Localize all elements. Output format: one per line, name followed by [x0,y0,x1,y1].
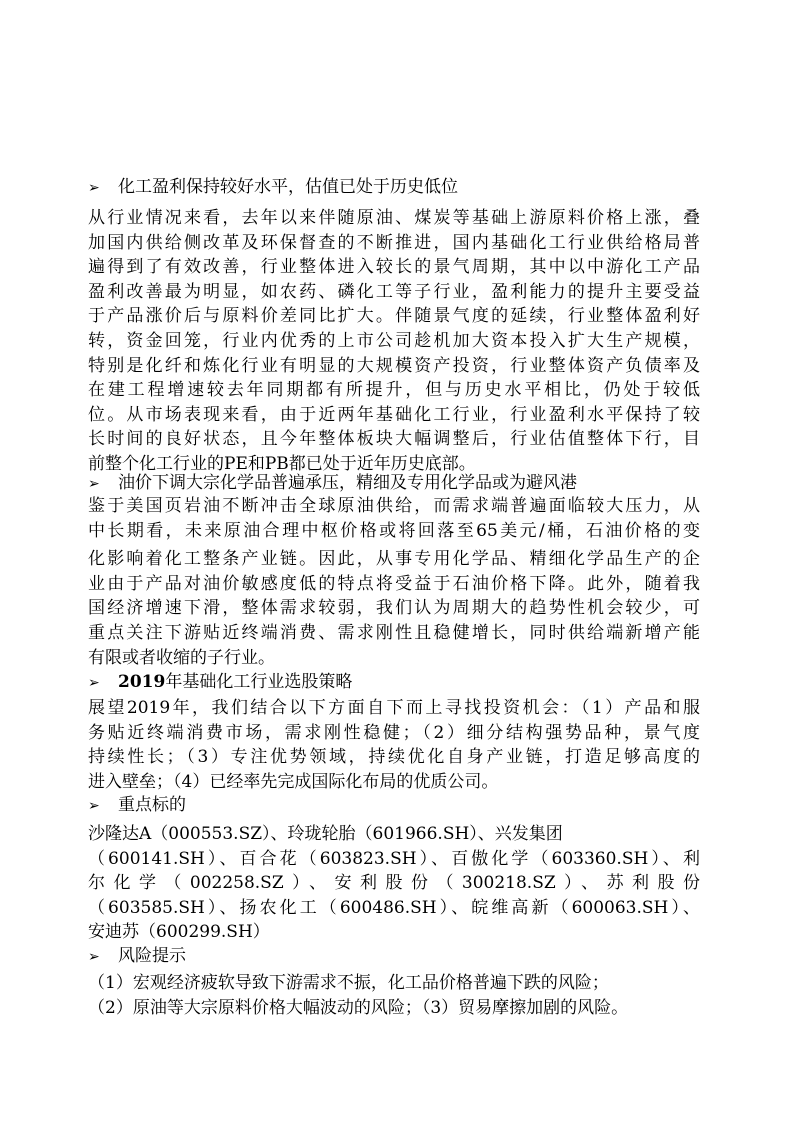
arrow-bullet-icon: ➢ [88,476,100,492]
paragraph-line: 转，资金回笼，行业内优秀的上市公司趁机加大资本投入扩大生产规模， [88,330,700,351]
paragraph-line: （600141.SH）、百合花（603823.SH）、百傲化学（603360.SH）、利 [88,848,700,869]
section-heading-risk [88,945,186,968]
paragraph-line: 在建工程增速较去年同期都有所提升，但与历史水平相比，仍处于较低 [88,380,700,401]
arrow-bullet-icon: ➢ [88,798,100,814]
paragraph-line: 重点关注下游贴近终端消费、需求刚性且稳健增长，同时供给端新增产能 [88,622,700,643]
paragraph-oil-price [88,494,700,670]
section-heading-oil-price [88,472,577,495]
paragraph-line: （1）宏观经济疲软导致下游需求不振，化工品价格普遍下跌的风险； [88,973,609,993]
paragraph-line: 沙隆达A（000553.SZ）、玲珑轮胎（601966.SH）、兴发集团 [88,824,563,844]
heading-text: 重点标的 [118,795,186,815]
paragraph-line: 从行业情况来看，去年以来伴随原油、煤炭等基础上游原料价格上涨，叠 [88,208,700,228]
paragraph-profitability [88,206,700,477]
paragraph-line: 加国内供给侧改革及环保督查的不断推进，国内基础化工行业供给格局普 [88,232,700,253]
paragraph-line: 化影响着化工整条产业链。因此，从事专用化学品、精细化学品生产的企 [88,549,700,570]
paragraph-line: 盈利改善最为明显，如农药、磷化工等子行业，盈利能力的提升主要受益 [88,281,700,302]
paragraph-line: 务贴近终端消费市场，需求刚性稳健；（2）细分结构强势品种，景气度 [88,722,700,743]
paragraph-strategy [88,696,700,794]
paragraph-line: （2）原油等大宗原料价格大幅波动的风险；（3）贸易摩擦加剧的风险。 [88,997,629,1018]
paragraph-line: 安迪苏（600299.SH） [88,922,270,943]
paragraph-line: 于产品涨价后与原料价差同比扩大。伴随景气度的延续，行业整体盈利好 [88,306,700,327]
paragraph-line: 进入壁垒；（4）已经率先完成国际化布局的优质公司。 [88,771,499,792]
paragraph-line: 中长期看，未来原油合理中枢价格或将回落至65美元/桶，石油价格的变 [88,520,700,541]
paragraph-line: 特别是化纤和炼化行业有明显的大规模资产投资，行业整体资产负债率及 [88,355,700,376]
paragraph-line: （603585.SH）、扬农化工（600486.SH）、皖维高新（600063.SH）、 [88,897,700,918]
arrow-bullet-icon: ➢ [88,180,100,196]
heading-text: 化工盈利保持较好水平，估值已处于历史低位 [118,177,458,197]
paragraph-line: 尔化学（002258.SZ）、安利股份（300218.SZ）、苏利股份 [88,873,700,894]
section-heading-key-stocks [88,794,186,817]
heading-text: 年基础化工行业选股策略 [165,672,353,692]
heading-text: 风险提示 [118,946,186,966]
paragraph-key-stocks [88,822,700,945]
section-heading-strategy [88,671,352,694]
paragraph-line: 业由于产品对油价敏感度低的特点将受益于石油价格下降。此外，随着我 [88,573,700,594]
arrow-bullet-icon: ➢ [88,675,100,691]
paragraph-line: 位。从市场表现来看，由于近两年基础化工行业，行业盈利水平保持了较 [88,404,700,425]
paragraph-line: 鉴于美国页岩油不断冲击全球原油供给，而需求端普遍面临较大压力，从 [88,496,700,516]
arrow-bullet-icon: ➢ [88,949,100,965]
paragraph-line: 有限或者收缩的子行业。 [88,647,275,668]
heading-text: 油价下调大宗化学品普遍承压，精细及专用化学品或为避风港 [118,473,577,493]
paragraph-risk [88,971,700,1020]
paragraph-line: 展望2019年，我们结合以下方面自下而上寻找投资机会：（1）产品和服 [88,698,700,718]
paragraph-line: 持续性长；（3）专注优势领域，持续优化自身产业链，打造足够高度的 [88,747,700,768]
paragraph-line: 遍得到了有效改善，行业整体进入较长的景气周期，其中以中游化工产品 [88,257,700,278]
paragraph-line: 国经济增速下滑，整体需求较弱，我们认为周期大的趋势性机会较少，可 [88,598,700,619]
paragraph-line: 前整个化工行业的PE和PB都已处于近年历史底部。 [88,453,476,474]
section-heading-profitability [88,176,458,199]
paragraph-line: 长时间的良好状态，且今年整体板块大幅调整后，行业估值整体下行，目 [88,429,700,450]
heading-year: 2019 [118,672,166,692]
